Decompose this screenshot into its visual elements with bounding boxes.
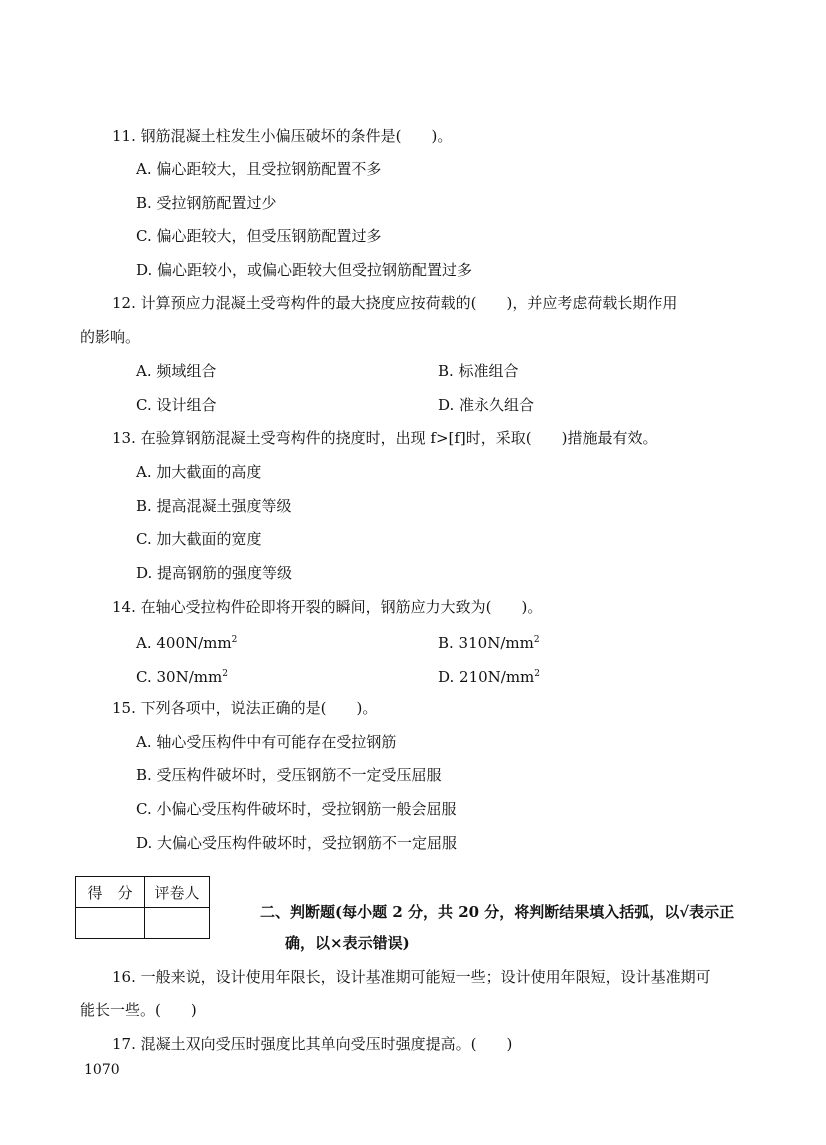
question-12-option-b: B. 标准组合 <box>438 362 519 380</box>
section-2-heading-line2: 确，以×表示错误) <box>285 934 410 952</box>
section-2-heading-line1: 二、判断题(每小题 2 分，共 20 分，将判断结果填入括弧，以√表示正 <box>260 903 735 921</box>
superscript: 2 <box>222 669 228 679</box>
question-13-option-a: A. 加大截面的高度 <box>136 463 262 481</box>
question-17-stem: 17. 混凝土双向受压时强度比其单向受压时强度提高。( ) <box>112 1035 513 1053</box>
question-15-option-c: C. 小偏心受压构件破坏时，受拉钢筋一般会屈服 <box>136 800 457 818</box>
question-11-option-d: D. 偏心距较小，或偏心距较大但受拉钢筋配置过多 <box>136 261 473 279</box>
question-14-option-d <box>438 664 540 687</box>
question-14-stem: 14. 在轴心受拉构件砼即将开裂的瞬间，钢筋应力大致为( )。 <box>112 598 543 616</box>
reviewer-label: 评卷人 <box>145 877 210 908</box>
question-12-option-a: A. 频域组合 <box>136 362 217 380</box>
question-12-stem-line2: 的影响。 <box>80 328 141 346</box>
score-cell[interactable] <box>76 908 145 939</box>
superscript: 2 <box>533 635 540 645</box>
question-15-stem: 15. 下列各项中，说法正确的是( )。 <box>112 699 378 717</box>
question-11-stem: 11. 钢筋混凝土柱发生小偏压破坏的条件是( )。 <box>112 127 453 145</box>
question-14-option-b <box>438 630 540 653</box>
question-11-option-c: C. 偏心距较大，但受压钢筋配置过多 <box>136 227 382 245</box>
score-label: 得 分 <box>76 877 145 908</box>
question-13-option-d: D. 提高钢筋的强度等级 <box>136 564 293 582</box>
question-11-option-b: B. 受拉钢筋配置过少 <box>136 194 277 212</box>
question-16-stem-line1: 16. 一般来说，设计使用年限长，设计基准期可能短一些；设计使用年限短，设计基准期可 <box>112 968 711 986</box>
reviewer-cell[interactable] <box>145 908 210 939</box>
question-11-option-a: A. 偏心距较大，且受拉钢筋配置不多 <box>136 160 382 178</box>
question-12-stem-line1: 12. 计算预应力混凝土受弯构件的最大挠度应按荷载的( )，并应考虑荷载长期作用 <box>112 294 678 312</box>
page-number: 1070 <box>84 1062 120 1078</box>
option-text: D. 210N/mm <box>438 668 535 686</box>
option-text: A. 400N/mm <box>136 634 232 652</box>
question-13-stem: 13. 在验算钢筋混凝土受弯构件的挠度时，出现 f>[f]时，采取( )措施最有效。 <box>112 429 658 447</box>
score-table <box>75 876 210 939</box>
option-text: C. 30N/mm <box>136 668 223 686</box>
question-12-option-d: D. 准永久组合 <box>438 396 535 414</box>
option-text: B. 310N/mm <box>438 634 534 652</box>
question-12-option-c: C. 设计组合 <box>136 396 217 414</box>
question-14-option-a <box>136 630 237 653</box>
question-15-option-b: B. 受压构件破坏时，受压钢筋不一定受压屈服 <box>136 766 442 784</box>
question-15-option-d: D. 大偏心受压构件破坏时，受拉钢筋不一定屈服 <box>136 834 458 852</box>
question-15-option-a: A. 轴心受压构件中有可能存在受拉钢筋 <box>136 733 397 751</box>
superscript: 2 <box>534 669 541 679</box>
question-13-option-c: C. 加大截面的宽度 <box>136 530 262 548</box>
question-16-stem-line2: 能长一些。( ) <box>80 1001 197 1019</box>
question-14-option-c <box>136 664 228 687</box>
superscript: 2 <box>231 635 238 645</box>
question-13-option-b: B. 提高混凝土强度等级 <box>136 497 292 515</box>
